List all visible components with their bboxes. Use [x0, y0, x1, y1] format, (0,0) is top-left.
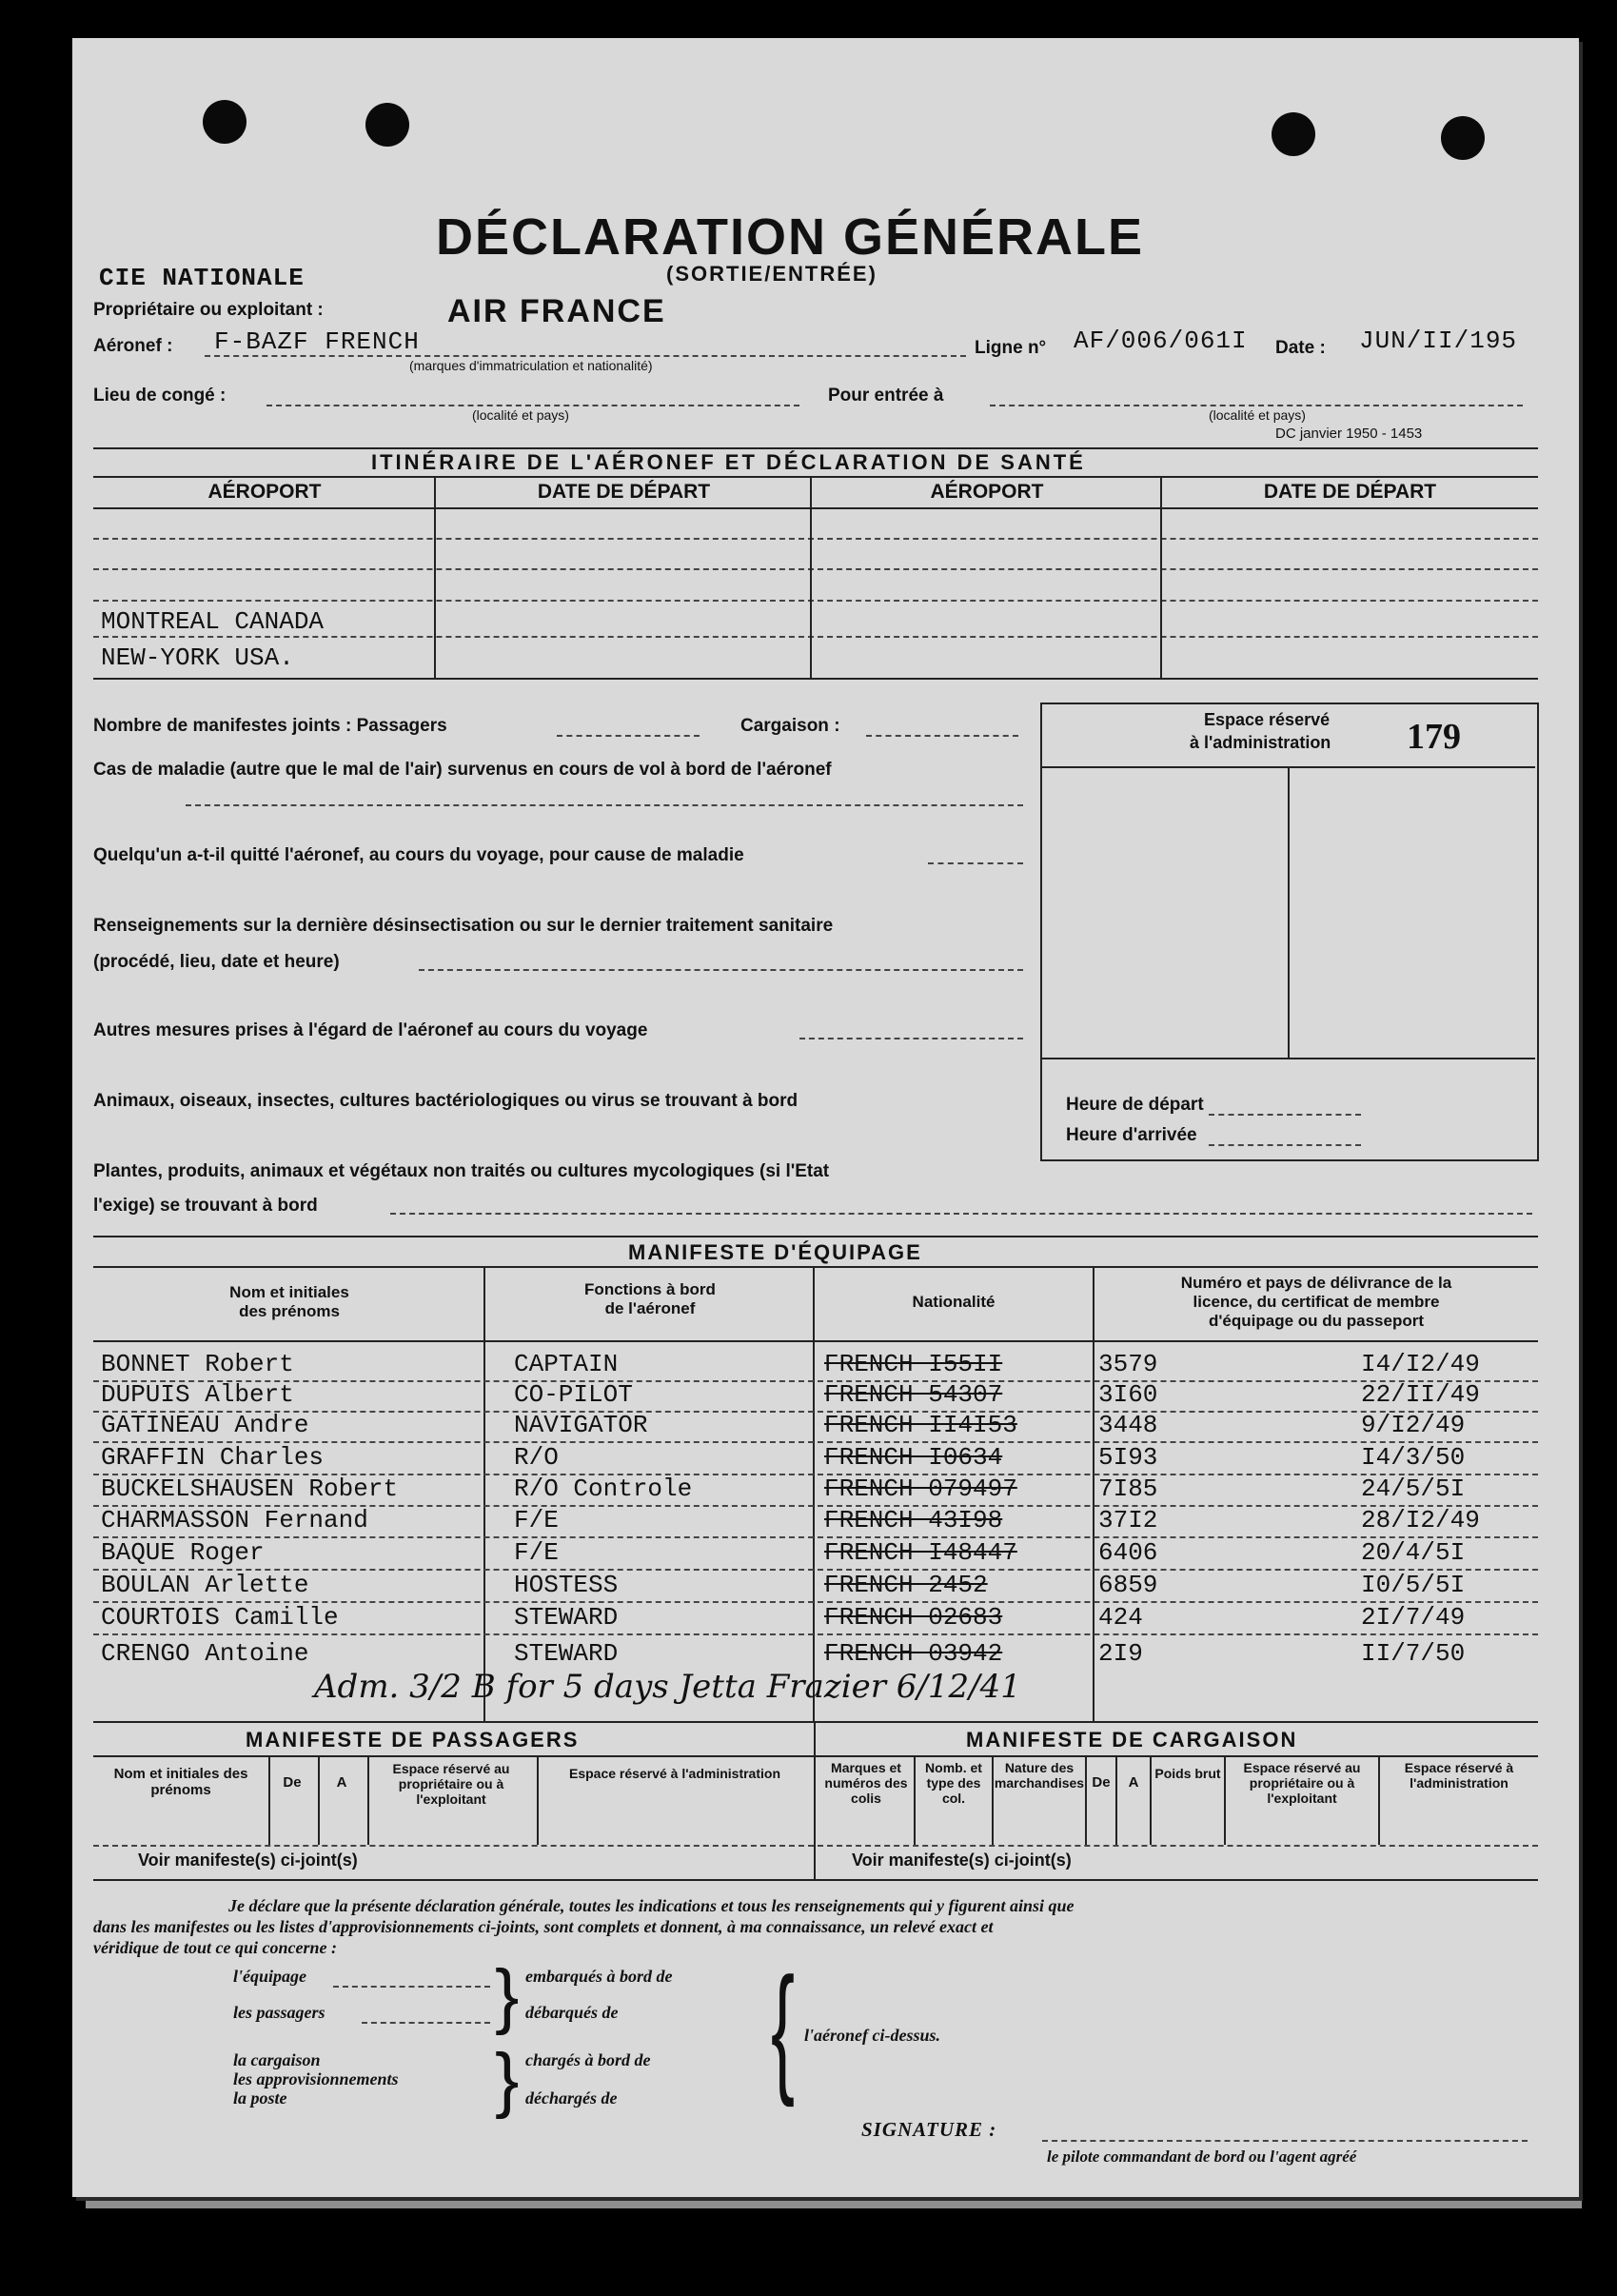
- form-reference: DC janvier 1950 - 1453: [1275, 426, 1423, 442]
- crew-row-licence-number: 3448: [1098, 1411, 1158, 1439]
- itinerary-col-airport-2: AÉROPORT: [930, 481, 1044, 503]
- crew-col-nationality: Nationalité: [912, 1293, 996, 1311]
- crew-row-divider: [93, 1411, 1538, 1413]
- crew-row-nationality: FRENCH I0634: [824, 1443, 1003, 1472]
- passengers-col-name: Nom et initiales des prénoms: [113, 1766, 248, 1798]
- aircraft-note: (marques d'immatriculation et nationalité): [409, 358, 653, 373]
- itinerary-row-1: MONTREAL CANADA: [101, 607, 325, 636]
- admin-box-label-2: à l'administration: [1190, 733, 1331, 752]
- disinsection-label-2: (procédé, lieu, date et heure): [93, 952, 340, 972]
- company-stamp: CIE NATIONALE: [99, 264, 305, 292]
- crew-row-name: BUCKELSHAUSEN Robert: [101, 1475, 399, 1503]
- crew-row-name: DUPUIS Albert: [101, 1380, 294, 1409]
- crew-row-nationality: FRENCH 02683: [824, 1603, 1003, 1632]
- punch-hole: [1441, 116, 1485, 160]
- declaration-item-cargo: la cargaison: [233, 2050, 321, 2069]
- itinerary-col-airport-1: AÉROPORT: [207, 481, 322, 503]
- crew-row-licence-number: 5I93: [1098, 1443, 1158, 1472]
- crew-row-function: F/E: [514, 1506, 559, 1534]
- passengers-col-owner: Espace réservé au propriétaire ou à l'exploitant: [392, 1761, 510, 1807]
- itinerary-col-date-1: DATE DE DÉPART: [537, 481, 711, 503]
- crew-col-licence: Numéro et pays de délivrance de la licence, du certificat de membre d'équipage ou du passeport: [1180, 1274, 1452, 1330]
- declaration-text-2: dans les manifestes ou les listes d'approvisionnements ci-joints, sont complets et donnent, à ma connaissance, un relevé exact et: [93, 1917, 994, 1936]
- crew-row-licence-number: 424: [1098, 1603, 1143, 1632]
- declaration-item-mail: la poste: [233, 2088, 287, 2108]
- page-subtitle: (SORTIE/ENTRÉE): [666, 262, 878, 286]
- cargo-col-admin: Espace réservé à l'administration: [1404, 1760, 1514, 1791]
- crew-row-name: GRAFFIN Charles: [101, 1443, 325, 1472]
- admin-box-label: Espace réservé: [1204, 710, 1331, 729]
- crew-row-nationality: FRENCH I48447: [824, 1538, 1017, 1567]
- crew-row-date: 28/I2/49: [1361, 1506, 1480, 1534]
- declaration-loaded: chargés à bord de: [525, 2050, 651, 2069]
- entry-label: Pour entrée à: [828, 386, 944, 406]
- crew-row-date: 9/I2/49: [1361, 1411, 1466, 1439]
- owner-value: AIR FRANCE: [447, 293, 666, 329]
- departure-label: Lieu de congé :: [93, 386, 227, 406]
- declaration-aircraft-ref: l'aéronef ci-dessus.: [804, 2026, 940, 2045]
- cargo-col-packages: Nomb. et type des col.: [925, 1760, 982, 1806]
- crew-title: MANIFESTE D'ÉQUIPAGE: [628, 1240, 922, 1264]
- brace-right: {: [771, 1948, 796, 2108]
- crew-row-licence-number: 6406: [1098, 1538, 1158, 1567]
- crew-row-divider: [93, 1569, 1538, 1571]
- cargo-col-owner: Espace réservé au propriétaire ou à l'exploitant: [1243, 1760, 1361, 1806]
- arrival-time-label: Heure d'arrivée: [1066, 1125, 1197, 1145]
- left-aircraft-label: Quelqu'un a-t-il quitté l'aéronef, au cours du voyage, pour cause de maladie: [93, 845, 744, 865]
- plants-label: Plantes, produits, animaux et végétaux non traités ou cultures mycologiques (si l'Etat: [93, 1161, 830, 1181]
- manifests-label: Nombre de manifestes joints : Passagers: [93, 716, 447, 736]
- crew-row-name: GATINEAU Andre: [101, 1411, 309, 1439]
- declaration-item-passengers: les passagers: [233, 2003, 325, 2022]
- cargo-see-attached: Voir manifeste(s) ci-joint(s): [852, 1851, 1072, 1870]
- cargo-count-label: Cargaison :: [740, 716, 840, 736]
- date-label: Date :: [1275, 338, 1326, 358]
- passengers-col-admin: Espace réservé à l'administration: [569, 1766, 780, 1781]
- animals-label: Animaux, oiseaux, insectes, cultures bactériologiques ou virus se trouvant à bord: [93, 1091, 799, 1111]
- crew-row-function: STEWARD: [514, 1639, 619, 1668]
- crew-row-nationality: FRENCH 079497: [824, 1475, 1017, 1503]
- crew-row-function: CAPTAIN: [514, 1350, 619, 1378]
- crew-row-date: 20/4/5I: [1361, 1538, 1466, 1567]
- line-label: Ligne n°: [975, 338, 1047, 358]
- crew-row-licence-number: 3579: [1098, 1350, 1158, 1378]
- crew-row-licence-number: 3I60: [1098, 1380, 1158, 1409]
- crew-row-nationality: FRENCH 2452: [824, 1571, 988, 1599]
- crew-row-function: HOSTESS: [514, 1571, 619, 1599]
- passengers-title: MANIFESTE DE PASSAGERS: [246, 1728, 580, 1752]
- brace-left-2: }: [495, 2039, 520, 2120]
- crew-row-date: 24/5/5I: [1361, 1475, 1466, 1503]
- crew-row-nationality: FRENCH 54307: [824, 1380, 1003, 1409]
- declaration-item-crew: l'équipage: [233, 1967, 306, 1986]
- admin-number: 179: [1407, 717, 1461, 757]
- punch-hole: [365, 103, 409, 147]
- declaration-text-3: véridique de tout ce qui concerne :: [93, 1938, 337, 1957]
- line-value: AF/006/061I: [1074, 327, 1248, 355]
- date-value: JUN/II/195: [1359, 327, 1518, 355]
- cargo-col-to: A: [1128, 1774, 1139, 1791]
- itinerary-row-2: NEW-YORK USA.: [101, 643, 294, 672]
- owner-label: Propriétaire ou exploitant :: [93, 300, 324, 320]
- aircraft-value: F-BAZF FRENCH: [214, 327, 420, 356]
- cargo-col-from: De: [1092, 1774, 1111, 1791]
- passengers-see-attached: Voir manifeste(s) ci-joint(s): [138, 1851, 358, 1870]
- passengers-col-from: De: [283, 1774, 302, 1791]
- brace-left: }: [495, 1955, 520, 2036]
- crew-row-date: I4/I2/49: [1361, 1350, 1480, 1378]
- crew-col-name: Nom et initiales des prénoms: [229, 1283, 349, 1320]
- page-title: DÉCLARATION GÉNÉRALE: [436, 208, 1145, 266]
- crew-col-function: Fonctions à bord de l'aéronef: [584, 1280, 716, 1317]
- crew-row-licence-number: 2I9: [1098, 1639, 1143, 1668]
- crew-row-function: NAVIGATOR: [514, 1411, 648, 1439]
- declaration-unloaded: déchargés de: [525, 2088, 618, 2108]
- crew-row-licence-number: 6859: [1098, 1571, 1158, 1599]
- punch-hole: [203, 100, 246, 144]
- departure-note: (localité et pays): [472, 407, 569, 423]
- crew-row-nationality: FRENCH II4I53: [824, 1411, 1017, 1439]
- crew-row-name: COURTOIS Camille: [101, 1603, 339, 1632]
- itinerary-title: ITINÉRAIRE DE L'AÉRONEF ET DÉCLARATION DE SANTÉ: [371, 450, 1086, 474]
- handwritten-note: Adm. 3/2 B for 5 days Jetta Frazier 6/12/41: [314, 1668, 1021, 1706]
- crew-row-function: R/O: [514, 1443, 559, 1472]
- illness-label: Cas de maladie (autre que le mal de l'air) survenus en cours de vol à bord de l'aéronef: [93, 760, 832, 780]
- admin-box: [1040, 703, 1539, 1161]
- crew-row-name: BONNET Robert: [101, 1350, 294, 1378]
- crew-row-function: R/O Controle: [514, 1475, 693, 1503]
- crew-row-name: CRENGO Antoine: [101, 1639, 309, 1668]
- cargo-col-nature: Nature des marchandises: [994, 1760, 1085, 1791]
- passengers-col-to: A: [336, 1774, 347, 1791]
- aircraft-label: Aéronef :: [93, 336, 173, 356]
- declaration-text: Je déclare que la présente déclaration générale, toutes les indications et tous les renseignements qui y figurent ainsi que: [228, 1896, 1075, 1915]
- crew-row-divider: [93, 1633, 1538, 1635]
- plants-label-2: l'exige) se trouvant à bord: [93, 1196, 318, 1216]
- cargo-col-marks: Marques et numéros des colis: [824, 1760, 908, 1806]
- crew-row-date: I4/3/50: [1361, 1443, 1466, 1472]
- crew-row-date: II/7/50: [1361, 1639, 1466, 1668]
- declaration-item-supplies: les approvisionnements: [233, 2069, 399, 2088]
- crew-row-nationality: FRENCH I55II: [824, 1350, 1003, 1378]
- measures-label: Autres mesures prises à l'égard de l'aéronef au cours du voyage: [93, 1020, 648, 1040]
- crew-row-divider: [93, 1380, 1538, 1382]
- crew-row-function: CO-PILOT: [514, 1380, 633, 1409]
- crew-row-licence-number: 7I85: [1098, 1475, 1158, 1503]
- crew-row-date: 22/II/49: [1361, 1380, 1480, 1409]
- crew-row-name: BAQUE Roger: [101, 1538, 265, 1567]
- crew-row-function: STEWARD: [514, 1603, 619, 1632]
- signature-label: SIGNATURE :: [861, 2118, 997, 2141]
- crew-row-date: 2I/7/49: [1361, 1603, 1466, 1632]
- cargo-title: MANIFESTE DE CARGAISON: [966, 1728, 1298, 1752]
- declaration-embarked: embarqués à bord de: [525, 1967, 673, 1986]
- crew-row-name: CHARMASSON Fernand: [101, 1506, 368, 1534]
- itinerary-col-date-2: DATE DE DÉPART: [1263, 481, 1437, 503]
- disinsection-label: Renseignements sur la dernière désinsectisation ou sur le dernier traitement sanitaire: [93, 916, 834, 936]
- crew-row-licence-number: 37I2: [1098, 1506, 1158, 1534]
- crew-row-divider: [93, 1536, 1538, 1538]
- cargo-col-weight: Poids brut: [1154, 1766, 1221, 1781]
- crew-row-name: BOULAN Arlette: [101, 1571, 309, 1599]
- declaration-disembarked: débarqués de: [525, 2003, 619, 2022]
- crew-row-nationality: FRENCH 03942: [824, 1639, 1003, 1668]
- signature-note: le pilote commandant de bord ou l'agent agréé: [1047, 2148, 1357, 2166]
- entry-note: (localité et pays): [1209, 407, 1306, 423]
- crew-row-nationality: FRENCH 43I98: [824, 1506, 1003, 1534]
- crew-row-date: I0/5/5I: [1361, 1571, 1466, 1599]
- crew-row-function: F/E: [514, 1538, 559, 1567]
- departure-time-label: Heure de départ: [1066, 1095, 1204, 1115]
- punch-hole: [1272, 112, 1315, 156]
